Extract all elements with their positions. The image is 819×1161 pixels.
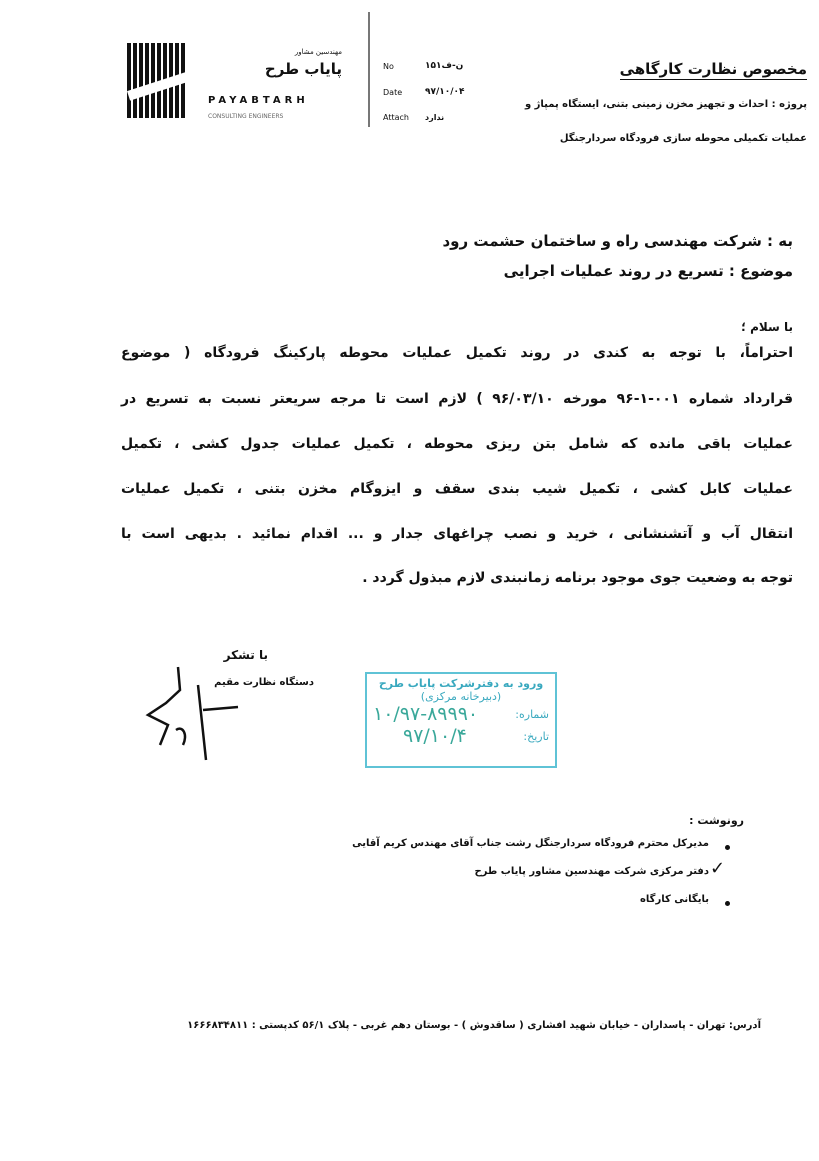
- letter-date: ۹۷/۱۰/۰۴: [425, 87, 465, 97]
- stamp-number-label: شماره:: [515, 707, 549, 721]
- signature: [138, 665, 258, 765]
- checkmark-icon: ✓: [710, 858, 726, 879]
- project-line-1: پروژه : احداث و تجهیز مخزن زمینی بتنی، ایستگاه پمپاژ و: [524, 99, 807, 110]
- company-small: مهندسین مشاور: [294, 48, 342, 56]
- company-logo: [127, 43, 187, 118]
- no-label: No: [383, 62, 394, 71]
- stamp-subtitle: (دبیرخانه مرکزی): [420, 690, 502, 703]
- recipient: به : شرکت مهندسی راه و ساختمان حشمت رود: [442, 232, 793, 250]
- salutation: با سلام ؛: [741, 320, 793, 334]
- company-tagline: CONSULTING ENGINEERS: [208, 113, 284, 120]
- cc-label: رونوشت :: [689, 814, 744, 827]
- header-divider: [368, 12, 370, 127]
- company-name-en: PAYABTARH: [208, 95, 309, 106]
- stamp-date: ۹۷/۱۰/۴: [403, 725, 467, 747]
- stamp-number: ۱۰/۹۷-۸۹۹۹۰: [373, 703, 479, 725]
- closing: با تشکر: [223, 648, 268, 662]
- body-line: عملیات باقی مانده که شامل بتن ریزی محوطه ، تکمیل عملیات جدول کشی ، تکمیل: [121, 436, 793, 452]
- subject: موضوع : تسریع در روند عملیات اجرایی: [503, 262, 793, 280]
- cc-item: بایگانی کارگاه: [640, 894, 709, 905]
- cc-item: مدیرکل محترم فرودگاه سردارجنگل رشت جناب آقای مهندس کریم آقایی: [352, 838, 709, 849]
- body-line: عملیات کابل کشی ، تکمیل شیب بندی سقف و ایزوگام مخزن بتنی ، تکمیل عملیات: [121, 481, 793, 497]
- body-line: انتقال آب و آتشنشانی ، خرید و نصب چراغهای جدار و ... اقدام نمائید . بدیهی است با: [121, 526, 793, 542]
- stamp-title: ورود به دفترشرکت پایاب طرح: [378, 677, 544, 690]
- footer-address: آدرس: تهران - پاسداران - خیابان شهید افشاری ( ساقدوش ) - بوستان دهم غربی - پلاک ۵۶/۱ کدپستی : ۱۶۶۶۸۳۴۸۱۱: [187, 1020, 761, 1031]
- attach-value: ندارد: [425, 113, 445, 122]
- body-line: قرارداد شماره ۰۰۱-۱-۹۶ مورخه ۹۶/۰۳/۱۰ ) لازم است تا مرجه سریعتر نسبت به تسریع در: [121, 391, 793, 407]
- body-line: توجه به وضعیت جوی موجود برنامه زمانبندی لازم مبذول گردد .: [362, 570, 793, 586]
- signer: دستگاه نظارت مقیم: [214, 677, 314, 688]
- stamp-date-label: تاریخ:: [523, 729, 549, 743]
- received-stamp: [365, 672, 557, 768]
- bullet-icon: [725, 845, 730, 850]
- date-label: Date: [383, 88, 403, 97]
- bullet-icon: [725, 901, 730, 906]
- cc-item: دفتر مرکزی شرکت مهندسین مشاور پایاب طرح: [474, 866, 709, 877]
- company-name-fa: پایاب طرح: [264, 60, 342, 78]
- header-title: مخصوص نظارت کارگاهی: [619, 60, 807, 78]
- body-line: احتراماً، با توجه به کندی در روند تکمیل عملیات محوطه پارکینگ فرودگاه ( موضوع: [121, 345, 793, 361]
- project-line-2: عملیات تکمیلی محوطه سازی فرودگاه سردارجنگل: [559, 133, 807, 144]
- attach-label: Attach: [383, 113, 409, 122]
- letter-number: ۱۵۱ن-ف: [425, 61, 464, 71]
